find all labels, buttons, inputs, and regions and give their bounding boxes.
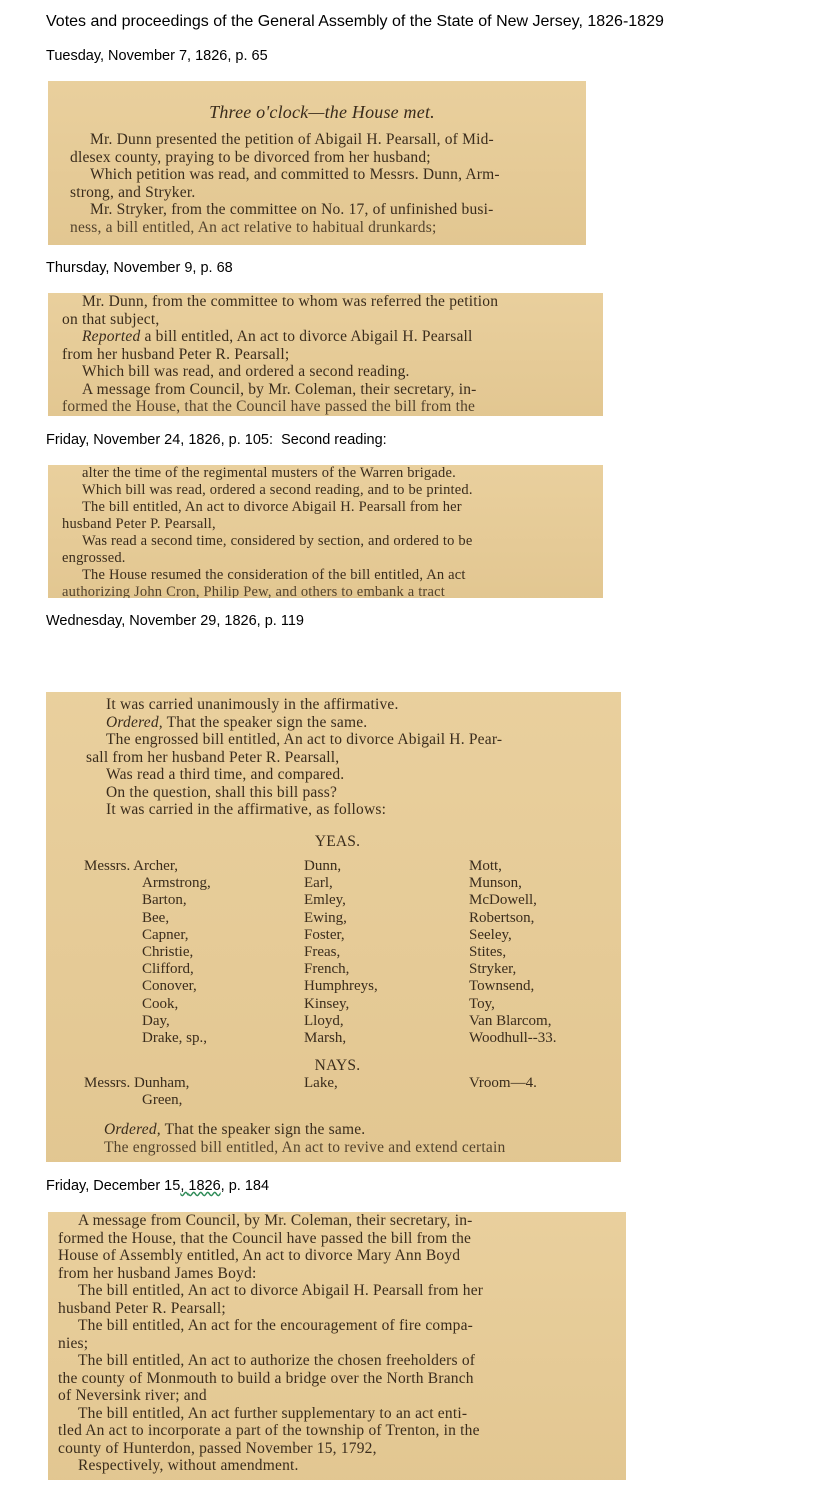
excerpt-line: alter the time of the regimental musters of the Warren brigade.	[82, 465, 456, 481]
nays-heading: NAYS.	[314, 1057, 361, 1075]
excerpt-line: Respectively, without amendment.	[78, 1457, 299, 1474]
excerpt-line: strong, and Stryker.	[70, 183, 196, 201]
section-caption-dec-15: Friday, December 15, 1826, p. 184	[46, 1178, 270, 1194]
caption-year: 1826	[188, 1178, 221, 1194]
caption-date: Friday, November 24, 1826, p. 105:	[46, 432, 274, 448]
excerpt-line-tail: That the speaker sign the same.	[164, 1121, 366, 1139]
document-title: Votes and proceedings of the General Assembly of the State of New Jersey, 1826-1829	[46, 13, 664, 30]
vote-name: Bee,	[142, 909, 170, 926]
excerpt-line: Mr. Stryker, from the committee on No. 17, of unfinished busi-	[90, 201, 494, 218]
excerpt-line: House of Assembly entitled, An act to divorce Mary Ann Boyd	[58, 1247, 461, 1264]
vote-name: French,	[304, 961, 350, 978]
scan-excerpt-nov-24	[48, 465, 603, 598]
excerpt-line: tled An act to incorporate a part of the township of Trenton, in the	[58, 1422, 480, 1439]
excerpt-line: the county of Monmouth to build a bridge over the North Branch	[58, 1369, 474, 1387]
excerpt-line-tail: a bill entitled, An act to divorce Abigail H. Pearsall	[140, 328, 473, 345]
excerpt-line: from her husband James Boyd:	[58, 1264, 257, 1282]
scan-excerpt-dec-15	[48, 1212, 626, 1480]
vote-name: Earl,	[304, 875, 333, 892]
vote-name: Emley,	[304, 892, 346, 909]
section-caption-nov-7: Tuesday, November 7, 1826, p. 65	[46, 48, 268, 64]
yeas-heading: YEAS.	[314, 832, 361, 850]
vote-name: Armstrong,	[142, 875, 211, 892]
excerpt-line: The bill entitled, An act to divorce Abigail H. Pearsall from her	[82, 499, 462, 515]
excerpt-line: Mr. Dunn presented the petition of Abigail H. Pearsall, of Mid-	[90, 131, 494, 148]
excerpt-line-tail: That the speaker sign the same.	[166, 713, 368, 731]
excerpt-line	[86, 714, 609, 732]
vote-name: Lake,	[304, 1074, 338, 1091]
nays-column-1	[84, 1075, 304, 1109]
caption-page: p. 184	[228, 1178, 270, 1194]
excerpt-heading: Three o'clock—the House met.	[209, 102, 435, 122]
excerpt-line: Mr. Dunn, from the committee to whom was referred the petition	[82, 293, 499, 310]
excerpt-line: Was read a second time, considered by section, and ordered to be	[82, 533, 473, 549]
vote-name: Woodhull--33.	[469, 1030, 557, 1047]
vote-name: Stites,	[469, 944, 507, 961]
vote-name: Cook,	[142, 995, 179, 1012]
vote-name: Christie,	[142, 944, 194, 961]
section-caption-nov-24	[46, 432, 387, 448]
excerpt-line: authorizing John Cron, Philip Pew, and others to embank a tract	[62, 584, 445, 598]
vote-name: Capner,	[142, 926, 189, 943]
vote-name: Van Blarcom,	[469, 1012, 552, 1029]
scan-excerpt-nov-29	[46, 692, 621, 1162]
scan-excerpt-nov-7	[48, 81, 586, 245]
vote-name: Foster,	[304, 926, 345, 943]
excerpt-line: It was carried unanimously in the affirmative.	[106, 696, 399, 713]
vote-name: Humphreys,	[304, 978, 378, 995]
caption-day: Friday, December 15	[46, 1178, 181, 1194]
excerpt-line: formed the House, that the Council have passed the bill from the	[62, 398, 476, 415]
section-caption-nov-9: Thursday, November 9, p. 68	[46, 260, 233, 276]
vote-name: Messrs. Dunham,	[84, 1074, 190, 1091]
excerpt-line: Was read a third time, and compared.	[106, 766, 345, 783]
excerpt-line: Which bill was read, ordered a second reading, and to be printed.	[82, 482, 473, 498]
reported-word: Reported	[82, 328, 141, 345]
excerpt-line: Which bill was read, and ordered a second reading.	[82, 363, 410, 380]
section-caption-nov-29: Wednesday, November 29, 1826, p. 119	[46, 613, 304, 629]
excerpt-line: A message from Council, by Mr. Coleman, their secretary, in-	[78, 1212, 473, 1229]
vote-name: Vroom—4.	[469, 1074, 537, 1091]
vote-name: Toy,	[469, 995, 495, 1012]
excerpt-line: formed the House, that the Council have passed the bill from the	[58, 1229, 472, 1247]
nays-table	[84, 1075, 609, 1109]
excerpt-line: from her husband Peter R. Pearsall;	[62, 345, 290, 363]
vote-name: Messrs. Archer,	[84, 858, 178, 874]
vote-name: Munson,	[469, 875, 522, 892]
excerpt-line: Which petition was read, and committed to Messrs. Dunn, Arm-	[90, 166, 500, 183]
scan-excerpt-nov-9	[48, 293, 603, 416]
vote-name: Barton,	[142, 892, 187, 909]
vote-name: McDowell,	[469, 892, 537, 909]
excerpt-line: The engrossed bill entitled, An act to revive and extend certain	[104, 1138, 506, 1156]
excerpt-line: engrossed.	[62, 550, 126, 566]
vote-name: Dunn,	[304, 858, 342, 874]
vote-name: Townsend,	[469, 978, 535, 995]
vote-name: Drake, sp.,	[142, 1030, 207, 1047]
vote-name: Mott,	[469, 858, 502, 874]
nays-column-2	[304, 1075, 469, 1109]
vote-name: Marsh,	[304, 1030, 347, 1047]
yeas-column-3	[469, 858, 619, 1047]
excerpt-line: The House resumed the consideration of the bill entitled, An act	[82, 567, 466, 583]
vote-name: Clifford,	[142, 961, 194, 978]
vote-name: Lloyd,	[304, 1012, 344, 1029]
excerpt-line: The bill entitled, An act to divorce Abigail H. Pearsall from her	[78, 1282, 484, 1299]
excerpt-line: The bill entitled, An act for the encouragement of fire compa-	[78, 1317, 474, 1334]
caption-comma: ,	[180, 1178, 189, 1194]
nays-column-3	[469, 1075, 619, 1109]
excerpt-line: It was carried in the affirmative, as follows:	[106, 801, 387, 818]
excerpt-line: ness, a bill entitled, An act relative to habitual drunkards;	[70, 218, 437, 236]
yeas-column-2	[304, 858, 469, 1047]
excerpt-line: on that subject,	[62, 310, 160, 328]
vote-name: Robertson,	[469, 909, 535, 926]
vote-name: Stryker,	[469, 961, 517, 978]
excerpt-line: The bill entitled, An act further supplementary to an act enti-	[78, 1404, 468, 1422]
excerpt-line: husband Peter R. Pearsall;	[58, 1299, 226, 1317]
excerpt-line: On the question, shall this bill pass?	[106, 783, 338, 801]
ordered-word: Ordered,	[106, 713, 163, 731]
excerpt-line: The engrossed bill entitled, An act to divorce Abigail H. Pear-	[106, 731, 503, 748]
vote-name: Day,	[142, 1012, 170, 1029]
vote-name: Conover,	[142, 978, 197, 995]
vote-name: Kinsey,	[304, 995, 350, 1012]
excerpt-line: sall from her husband Peter R. Pearsall,	[86, 748, 340, 766]
excerpt-line: dlesex county, praying to be divorced from her husband;	[70, 148, 431, 166]
yeas-table	[84, 858, 609, 1047]
excerpt-line	[84, 1121, 609, 1139]
excerpt-line: of Neversink river; and	[58, 1387, 207, 1404]
excerpt-line: The bill entitled, An act to authorize the chosen freeholders of	[78, 1352, 476, 1369]
excerpt-line: husband Peter P. Pearsall,	[62, 516, 216, 532]
ordered-word: Ordered,	[104, 1121, 161, 1139]
vote-name: Green,	[142, 1091, 183, 1108]
excerpt-line: county of Hunterdon, passed November 15, 1792,	[58, 1439, 377, 1457]
vote-name: Seeley,	[469, 926, 512, 943]
excerpt-line: nies;	[58, 1334, 89, 1352]
vote-name: Ewing,	[304, 909, 347, 926]
yeas-column-1	[84, 858, 304, 1047]
caption-note: Second reading:	[281, 432, 387, 448]
excerpt-line: A message from Council, by Mr. Coleman, their secretary, in-	[82, 380, 477, 398]
vote-name: Freas,	[304, 944, 341, 961]
excerpt-line	[62, 328, 591, 346]
